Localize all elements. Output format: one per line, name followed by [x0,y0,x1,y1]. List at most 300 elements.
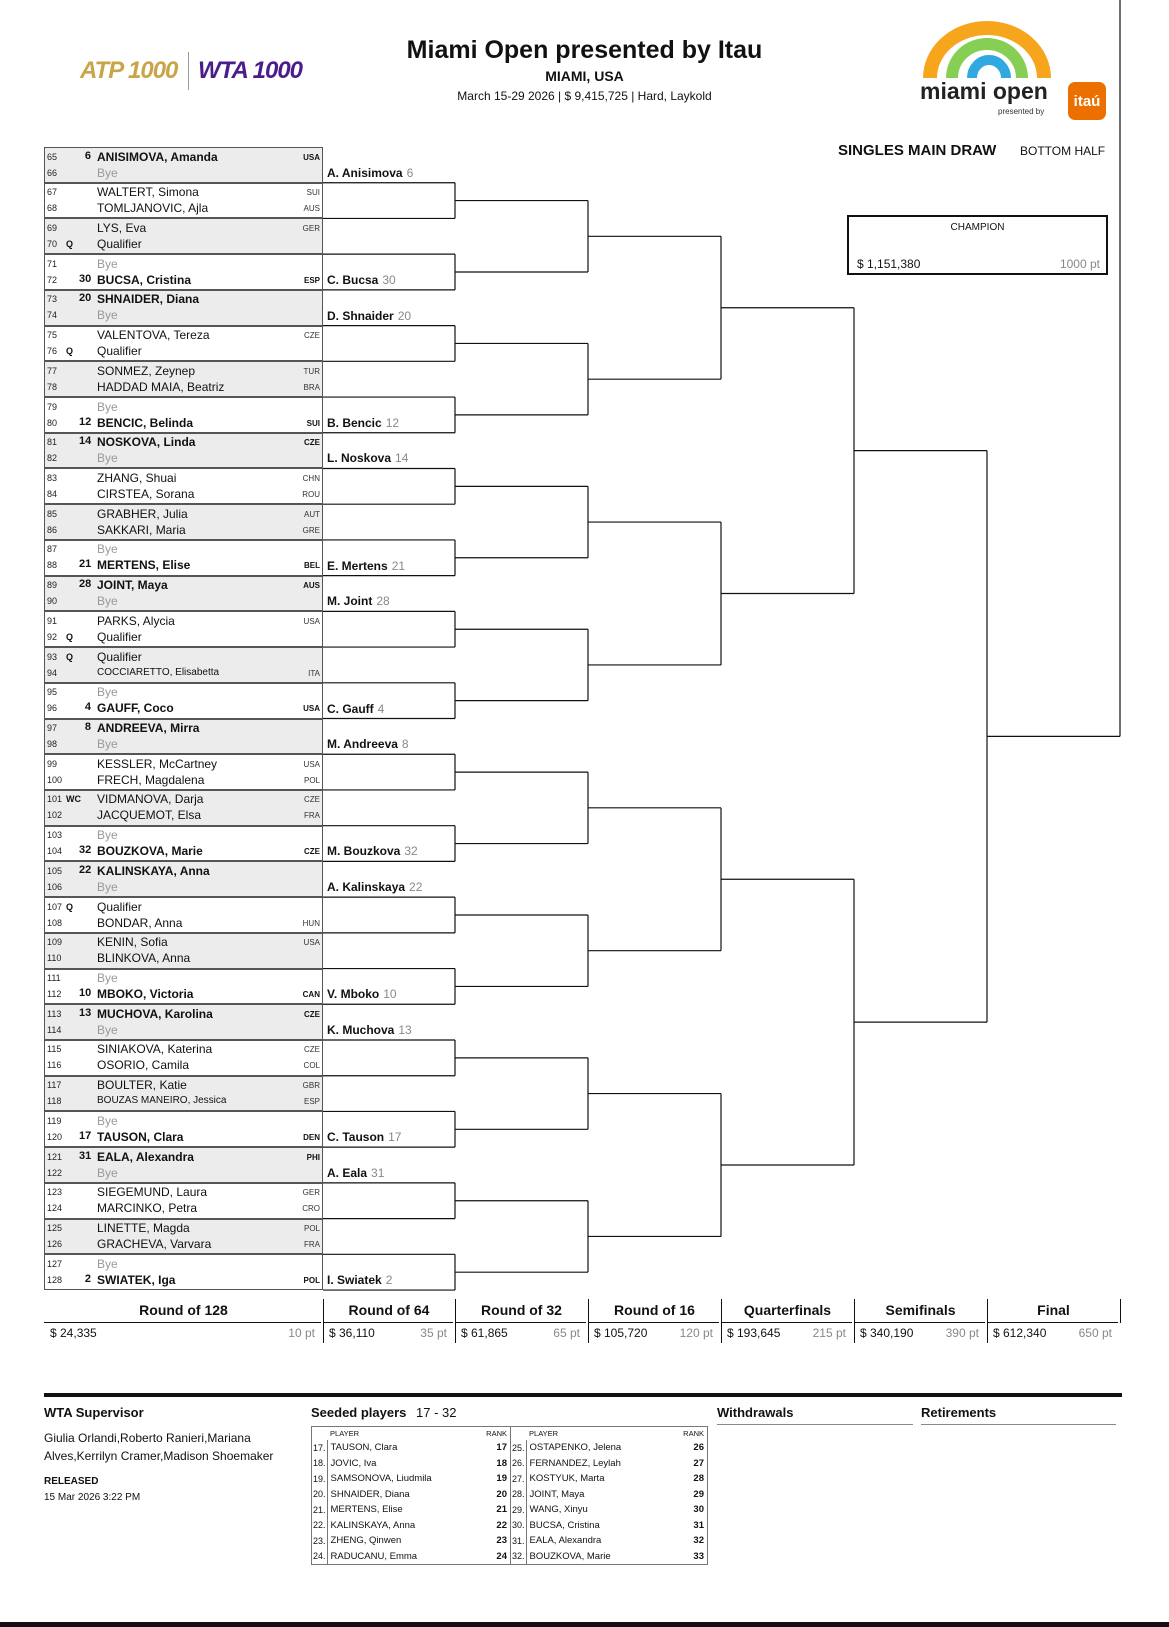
player-country: USA [303,616,320,626]
round-64-player-name: C. Gauff [327,701,374,716]
player-country: CHN [302,473,320,483]
draw-position: 99 [47,758,58,769]
released-date: 15 Mar 2026 3:22 PM [44,1492,141,1503]
seed-rank: 18 [496,1457,507,1469]
seed-player: WANG, Xinyu [529,1504,588,1516]
player-country: USA [303,704,320,714]
draw-position: 88 [47,560,58,571]
player-name: EALA, Alexandra [97,1149,194,1164]
round-points: 390 pt [945,1326,979,1340]
seed-number: 24. [312,1549,328,1565]
draw-position: 108 [47,917,63,928]
seed-number: 12 [79,415,92,428]
seed-number: 30 [79,272,92,285]
seed-number: 10 [79,987,92,1000]
draw-position: 128 [47,1274,63,1285]
draw-position: 76 [47,346,58,357]
draw-position: 82 [47,453,58,464]
draw-title: SINGLES MAIN DRAW [838,142,997,159]
seed-rank: 19 [496,1473,507,1485]
player-name: Bye [97,308,118,323]
draw-position: 100 [47,774,63,785]
round-64-player-seed: 12 [385,415,400,430]
atp-logo: ATP 1000 [80,57,178,84]
seed-row [312,1487,511,1503]
player-name: TAUSON, Clara [97,1129,184,1144]
round-64-player-seed: 21 [391,558,406,573]
draw-position: 71 [47,258,58,269]
player-col-header: PLAYER [529,1429,559,1438]
draw-position: 95 [47,687,58,698]
draw-position: 114 [47,1024,62,1035]
draw-position: 104 [47,846,63,857]
player-name: HADDAD MAIA, Beatriz [97,379,225,394]
player-name: COCCIARETTO, Elisabetta [97,666,220,678]
seed-number: 31. [511,1533,527,1549]
player-country: ESP [303,1097,320,1107]
player-country: CZE [304,1045,320,1055]
player-country: CAN [302,990,320,1000]
draw-position: 81 [47,437,58,448]
draw-position: 116 [47,1060,62,1071]
player-country: ROU [302,489,320,499]
player-name: ANDREEVA, Mirra [97,721,200,735]
seed-rank: 26 [693,1442,704,1454]
seed-number: 23. [312,1533,328,1549]
round-64-player-name: V. Mboko [327,987,380,1002]
supervisor-heading: WTA Supervisor [44,1405,144,1420]
seed-number: 4 [84,701,91,714]
draw-position: 66 [47,167,58,178]
player-name: NOSKOVA, Linda [97,435,196,450]
player-name: Bye [97,256,118,271]
player-name: KALINSKAYA, Anna [97,863,210,878]
round-64-player-name: E. Mertens [327,558,388,573]
seed-row [312,1502,511,1518]
round-prize: $ 105,720 [594,1326,648,1340]
seed-rank: 22 [496,1519,507,1531]
seed-number: 17. [312,1440,328,1456]
player-country: COL [303,1061,320,1071]
draw-position: 96 [47,703,58,714]
draw-position: 78 [47,381,58,392]
player-name: Qualifier [97,344,142,359]
player-name: Bye [97,685,118,700]
round-64-player-name: A. Eala [327,1165,368,1180]
draw-position: 118 [47,1096,62,1107]
player-name: KENIN, Sofia [97,935,168,950]
seed-row [511,1533,708,1549]
round-64-player [327,559,405,573]
seed-number: 8 [84,721,91,733]
seed-row [511,1518,708,1534]
seed-number: 29. [511,1502,527,1518]
seed-col-blank [312,1427,328,1441]
round-64-player-name: L. Noskova [327,451,392,466]
seed-rank: 27 [693,1457,704,1469]
round-64-player-name: D. Shnaider [327,308,394,323]
draw-position: 73 [47,294,58,305]
seed-player: SHNAIDER, Diana [330,1488,410,1500]
round-name: Round of 128 [139,1302,228,1318]
seed-number: 19. [312,1471,328,1487]
round-64-player [327,1166,384,1180]
round-prize: $ 24,335 [50,1326,97,1340]
round-64-player-seed: 32 [404,844,418,859]
player-country: FRA [304,811,320,821]
seed-player: RADUCANU, Emma [330,1550,418,1562]
seeded-label: Seeded players [311,1405,407,1420]
round-name: Semifinals [885,1302,956,1318]
itau-logo: itaú [1068,82,1106,120]
player-country: ITA [308,668,320,678]
draw-position: 103 [47,830,63,841]
draw-position: 126 [47,1239,63,1250]
wta-logo: WTA 1000 [198,57,303,84]
round-64-player [327,273,396,287]
draw-position: 93 [47,651,58,662]
player-country: CZE [304,1009,320,1019]
round-underline [721,1322,852,1323]
retirements-rule [921,1424,1116,1425]
player-name: Bye [97,828,118,843]
draw-position: 69 [47,222,58,233]
round-name: Round of 16 [614,1302,695,1318]
draw-position: 122 [47,1167,63,1178]
round-64-player [327,702,384,716]
draw-position: 70 [47,238,58,249]
draw-position: 74 [47,310,58,321]
player-country: SUI [306,418,320,428]
seed-number: 28 [79,578,92,591]
seed-player: KOSTYUK, Marta [529,1473,605,1485]
draw-position: 65 [47,151,58,162]
player-name: Bye [97,1165,118,1180]
seed-col-blank [511,1427,527,1441]
draw-position: 106 [47,881,63,892]
seed-row [511,1549,708,1565]
player-country: POL [303,1275,320,1285]
round-64-player [327,166,413,180]
draw-position: 124 [47,1203,63,1214]
round-64-player-seed: 22 [409,880,423,895]
round-prize: $ 36,110 [329,1326,375,1340]
retirements-heading: Retirements [921,1405,997,1420]
page-bottom-bar [0,1622,1169,1627]
player-name: BOUZAS MANEIRO, Jessica [97,1095,227,1107]
presented-by-text: presented by [998,107,1045,116]
seed-number: 32 [79,844,92,857]
player-name: MBOKO, Victoria [97,987,194,1002]
seed-rank: 20 [496,1488,507,1500]
seed-row [312,1456,511,1472]
player-name: JACQUEMOT, Elsa [97,808,202,823]
player-name: Bye [97,1113,118,1128]
seeded-heading [311,1405,457,1420]
round-underline [854,1322,985,1323]
round-points: 35 pt [420,1326,447,1340]
player-country: BEL [304,561,320,571]
seed-player: BUCSA, Cristina [529,1519,600,1531]
round-64-player-name: M. Andreeva [327,737,398,752]
round-underline [588,1322,719,1323]
round-points: 10 pt [288,1326,315,1340]
seed-number: 32. [511,1549,527,1565]
draw-position: 112 [47,989,62,1000]
seed-row [511,1440,708,1456]
player-name: ANISIMOVA, Amanda [97,149,218,164]
seed-player: TAUSON, Clara [330,1442,398,1454]
round-points: 650 pt [1078,1326,1112,1340]
champion-points: 1000 pt [1059,257,1100,271]
round-64-player-seed: 4 [377,701,385,716]
round-underline [323,1322,453,1323]
seed-rank: 24 [496,1550,507,1562]
round-64-player-seed: 14 [395,451,409,466]
seed-rank: 33 [693,1550,704,1562]
seed-rank: 17 [496,1442,507,1454]
player-country: TUR [303,366,320,376]
seed-row [511,1456,708,1472]
round-prize: $ 340,190 [860,1326,914,1340]
draw-position: 113 [47,1008,62,1019]
round-64-player-name: K. Muchova [327,1023,395,1037]
draw-position: 97 [47,723,58,733]
seed-number: 18. [312,1456,328,1472]
draw-position: 117 [47,1080,62,1091]
player-name: OSORIO, Camila [97,1058,190,1073]
round-64-player-name: B. Bencic [327,415,382,430]
player-name: SHNAIDER, Diana [97,292,200,307]
player-name: SAKKARI, Maria [97,522,186,537]
entry-status: Q [66,651,74,662]
player-country: CRO [302,1204,320,1214]
seed-number: 17 [79,1129,92,1142]
player-name: Qualifier [97,899,142,914]
player-col-header: PLAYER [330,1429,360,1438]
seed-number: 6 [84,149,91,162]
round-underline [987,1322,1118,1323]
round-64-player [327,1130,401,1144]
player-country: CZE [304,438,320,448]
round-name: Quarterfinals [743,1302,832,1318]
player-name: Bye [97,451,118,466]
withdrawals-rule [717,1424,913,1425]
seed-player: KALINSKAYA, Anna [330,1519,416,1531]
draw-position: 68 [47,203,58,214]
player-name: BOUZKOVA, Marie [97,844,203,859]
player-name: MARCINKO, Petra [97,1201,198,1216]
draw-position: 123 [47,1187,63,1198]
draw-position: 92 [47,631,58,642]
player-country: CZE [304,331,320,341]
player-country: GER [302,1188,320,1198]
round-64-player-seed: 8 [401,737,409,752]
seed-number: 26. [511,1456,527,1472]
seed-player: SAMSONOVA, Liudmila [330,1473,432,1485]
draw-position: 105 [47,865,63,876]
draw-position: 87 [47,544,58,555]
entry-status: Q [66,238,74,249]
round-64-player [327,416,399,430]
round-64-player-seed: 6 [406,165,414,180]
seed-number: 21. [312,1502,328,1518]
round-prize: $ 193,645 [727,1326,781,1340]
round-64-player-seed: 28 [376,594,390,609]
round-name: Final [1037,1302,1070,1318]
player-country: GBR [302,1081,320,1091]
round-64-player-name: M. Joint [327,594,373,609]
player-country: GRE [302,525,320,535]
round-64-player-name: M. Bouzkova [327,844,401,859]
round-points: 65 pt [553,1326,580,1340]
player-name: MUCHOVA, Karolina [97,1006,213,1021]
player-country: POL [303,1224,320,1234]
player-name: VIDMANOVA, Darja [97,792,204,807]
player-name: CIRSTEA, Sorana [97,486,195,501]
draw-position: 119 [47,1115,62,1126]
round-underline [455,1322,586,1323]
seed-row [511,1502,708,1518]
player-name: LYS, Eva [97,220,147,235]
player-name: Bye [97,1022,118,1037]
seeded-table-right [510,1426,708,1565]
draw-position: 77 [47,365,58,376]
round-points: 120 pt [679,1326,713,1340]
player-country: PHI [306,1152,320,1162]
round-points: 215 pt [812,1326,846,1340]
player-name: VALENTOVA, Tereza [97,328,210,343]
seed-number: 30. [511,1518,527,1534]
player-name: Bye [97,542,118,557]
player-name: MERTENS, Elise [97,558,191,573]
seed-row [312,1440,511,1456]
player-name: Qualifier [97,629,142,644]
entry-status: WC [66,794,81,805]
page-title: Miami Open presented by Itau [406,36,763,64]
released-label: RELEASED [44,1476,99,1487]
player-name: BOULTER, Katie [97,1078,187,1093]
draw-position: 67 [47,187,58,198]
round-64-player [327,844,418,858]
player-country: BRA [303,382,320,392]
entry-status: Q [66,901,74,912]
draw-position: 107 [47,901,63,912]
player-country: DEN [303,1132,320,1142]
draw-position: 72 [47,274,58,285]
miami-open-wordmark: miami open [920,78,1048,104]
player-country: CZE [304,795,320,805]
rank-col-header: RANK [486,1429,507,1438]
seed-player: MERTENS, Elise [330,1504,403,1516]
seed-number: 31 [79,1149,92,1162]
draw-position: 115 [47,1044,62,1055]
round-64-player-name: C. Bucsa [327,272,379,287]
player-name: GRACHEVA, Varvara [97,1237,212,1252]
player-name: Bye [97,737,118,751]
seed-row [511,1471,708,1487]
draw-position: 89 [47,580,58,591]
round-64-player-seed: 20 [397,308,412,323]
seed-player: FERNANDEZ, Leylah [529,1457,621,1469]
player-name: Bye [97,399,118,414]
player-country: POL [303,775,320,785]
seed-number: 20. [312,1487,328,1503]
player-name: BONDAR, Anna [97,915,183,930]
round-64-player [327,1023,412,1037]
seed-row [312,1549,511,1565]
seed-player: OSTAPENKO, Jelena [529,1442,622,1454]
player-name: Qualifier [97,649,142,664]
round-64-player-seed: 2 [385,1273,393,1288]
player-country: ESP [303,275,320,285]
round-underline [44,1322,321,1323]
player-name: Bye [97,1256,118,1271]
seed-row [511,1487,708,1503]
player-name: PARKS, Alycia [97,613,175,628]
seed-number: 2 [84,1272,91,1285]
seeded-range: 17 - 32 [416,1405,457,1420]
draw-position: 80 [47,417,58,428]
draw-position: 91 [47,615,58,626]
round-64-player-name: I. Swiatek [327,1273,382,1288]
draw-position: 85 [47,508,58,519]
round-64-player [327,594,390,608]
draw-position: 102 [47,810,63,821]
seed-number: 25. [511,1440,527,1456]
round-prize: $ 61,865 [461,1326,508,1340]
player-name: Bye [97,879,118,894]
round-64-player [327,987,397,1001]
section-divider [44,1393,1122,1397]
player-name: ZHANG, Shuai [97,470,177,485]
seed-number: 27. [511,1471,527,1487]
seed-player: EALA, Alexandra [529,1535,602,1547]
withdrawals-heading: Withdrawals [717,1405,794,1420]
seed-rank: 28 [693,1473,704,1485]
draw-position: 79 [47,401,58,412]
player-name: TOMLJANOVIC, Ajla [97,201,209,216]
round-64-player [327,309,411,323]
rank-col-header: RANK [683,1429,704,1438]
player-name: JOINT, Maya [97,578,168,593]
round-64-player [327,737,409,751]
round-64-player-seed: 30 [382,272,396,287]
player-country: AUS [303,581,320,591]
draw-position: 101 [47,794,63,805]
seed-number: 22. [312,1518,328,1534]
player-country: USA [303,152,320,162]
round-name: Round of 32 [481,1302,562,1318]
player-name: BENCIC, Belinda [97,415,194,430]
draw-position: 110 [47,953,62,964]
draw-position: 125 [47,1223,63,1234]
champion-prize: $ 1,151,380 [857,257,921,271]
round-64-player-seed: 13 [398,1023,412,1037]
player-country: USA [303,938,320,948]
round-64-player [327,880,422,894]
draw-position: 94 [47,667,58,678]
seed-player: JOVIC, Iva [330,1457,377,1469]
player-name: WALTERT, Simona [97,185,199,200]
entry-status: Q [66,346,74,357]
seed-rank: 23 [496,1535,507,1547]
seed-row [312,1518,511,1534]
player-name: SONMEZ, Zeynep [97,363,196,378]
entry-status: Q [66,631,74,642]
player-country: SUI [306,188,320,198]
seed-rank: 32 [693,1535,704,1547]
